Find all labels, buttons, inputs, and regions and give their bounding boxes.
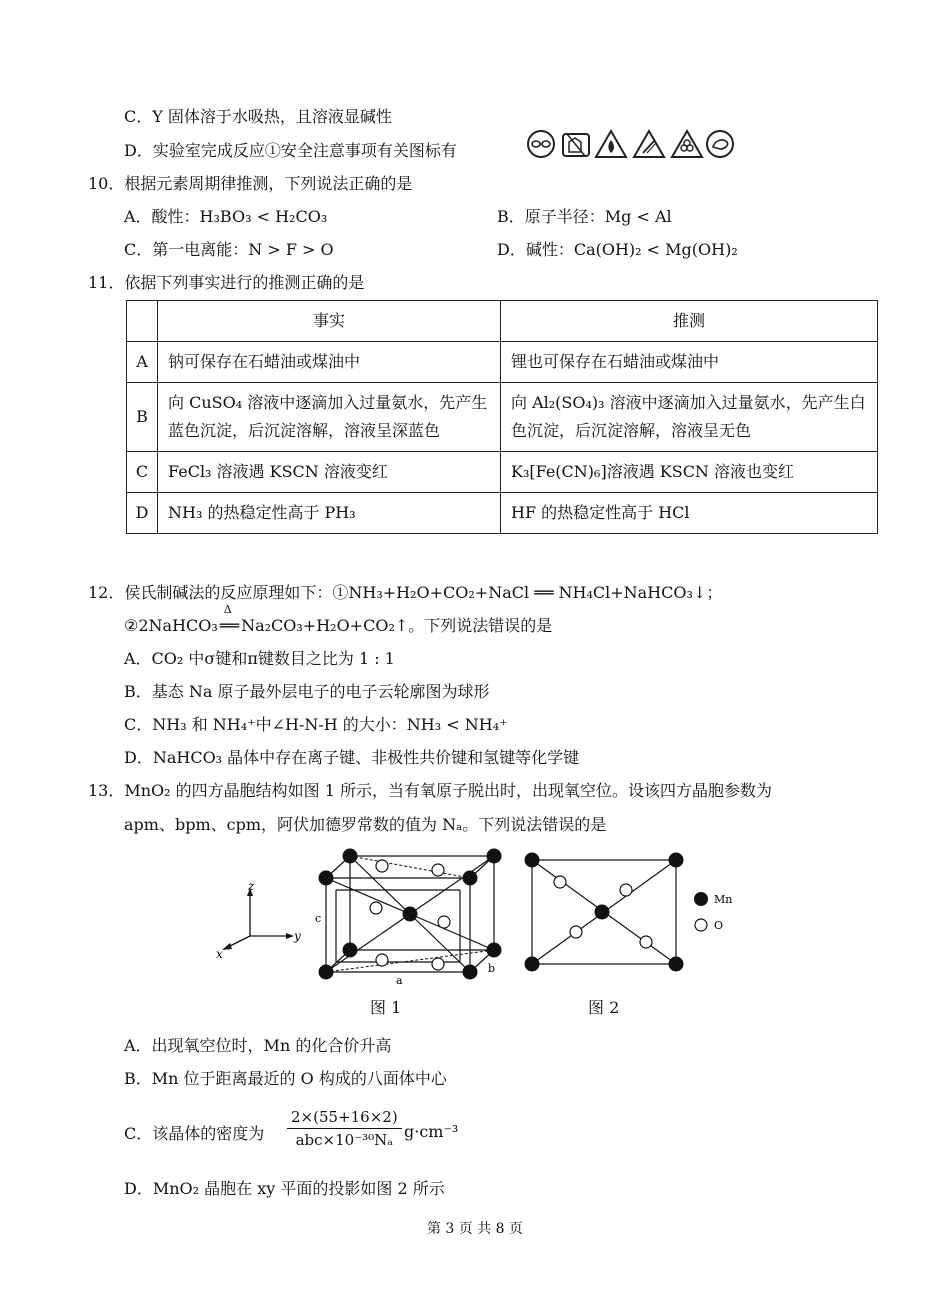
- safety-icons: [527, 128, 737, 160]
- q12-stem-line1: 12．侯氏制碱法的反应原理如下：①NH₃+H₂O+CO₂+NaCl ══ NH₄Cl+NaHCO₃↓；: [88, 583, 723, 602]
- q13-option-d: D．MnO₂ 晶胞在 xy 平面的投影如图 2 所示: [124, 1179, 445, 1198]
- axis-x-label: x: [216, 947, 223, 960]
- manganese-atom: [463, 965, 478, 980]
- row-fact: 向 CuSO₄ 溶液中逐滴加入过量氨水，先产生蓝色沉淀，后沉淀溶解，溶液呈深蓝色: [158, 383, 501, 452]
- goggles-icon: [528, 131, 554, 157]
- table-header-row: [127, 301, 878, 342]
- row-label: B: [127, 383, 158, 452]
- density-denominator: abc×10⁻³⁰Nₐ: [295, 1131, 394, 1149]
- edge-label-a: a: [396, 974, 403, 986]
- oxygen-atom: [554, 876, 566, 888]
- delta-symbol: Δ: [223, 603, 232, 616]
- table-header-fact: 事实: [158, 301, 501, 342]
- legend-o-label: O: [714, 919, 724, 932]
- manganese-atom: [487, 943, 502, 958]
- hot-surface-icon: [634, 131, 664, 157]
- fire-icon: [596, 131, 626, 157]
- figure-1-caption: 图 1: [370, 998, 402, 1017]
- q13-option-a: A．出现氧空位时，Mn 的化合价升高: [124, 1036, 392, 1055]
- q12-eq2-left: ②2NaHCO₃: [124, 616, 218, 635]
- density-fraction: [287, 1108, 402, 1149]
- manganese-atom: [319, 871, 334, 886]
- density-numerator: 2×(55+16×2): [287, 1108, 402, 1129]
- oxygen-atom: [432, 958, 444, 970]
- q11-stem: 11．依据下列事实进行的推测正确的是: [88, 273, 365, 292]
- row-fact: 钠可保存在石蜡油或煤油中: [158, 342, 501, 383]
- q12-option-c: C．NH₃ 和 NH₄⁺中∠H-N-H 的大小：NH₃ < NH₄⁺: [124, 715, 508, 734]
- row-label: A: [127, 342, 158, 383]
- row-fact: NH₃ 的热稳定性高于 PH₃: [158, 493, 501, 534]
- q13-stem-line2: apm、bpm、cpm，阿伏加德罗常数的值为 Nₐ。下列说法错误的是: [124, 815, 607, 834]
- axis-z-label: z: [248, 879, 255, 893]
- atom-legend: [692, 888, 752, 936]
- row-guess: HF 的热稳定性高于 HCl: [501, 493, 878, 534]
- row-guess: K₃[Fe(CN)₆]溶液遇 KSCN 溶液也变红: [501, 452, 878, 493]
- figure-2-caption: 图 2: [588, 998, 620, 1017]
- table-row: [127, 493, 878, 534]
- q10-option-a: A．酸性：H₃BO₃ < H₂CO₃: [124, 207, 328, 226]
- q10-stem: 10．根据元素周期律推测，下列说法正确的是: [88, 174, 413, 193]
- manganese-atom: [463, 871, 478, 886]
- q13-option-c-prefix: C．该晶体的密度为: [124, 1124, 265, 1143]
- ventilation-icon: [672, 131, 702, 157]
- q13-option-b: B．Mn 位于距离最近的 O 构成的八面体中心: [124, 1069, 447, 1088]
- manganese-atom: [595, 905, 610, 920]
- q12-eq2-right: Na₂CO₃+H₂O+CO₂↑。下列说法错误的是: [241, 616, 553, 635]
- page-footer: 第 3 页 共 8 页: [426, 1221, 524, 1237]
- q12-option-d: D．NaHCO₃ 晶体中存在离子键、非极性共价键和氢键等化学键: [124, 748, 580, 767]
- q9-option-c: C．Y 固体溶于水吸热，且溶液显碱性: [124, 107, 392, 126]
- legend-mn-marker: [694, 892, 708, 906]
- q10-option-c: C．第一电离能：N > F > O: [124, 240, 334, 259]
- manganese-atom: [525, 957, 540, 972]
- oxygen-atom: [570, 926, 582, 938]
- exhaust-icon: [563, 134, 589, 156]
- q11-table: [126, 300, 878, 534]
- table-row: [127, 452, 878, 493]
- q10-option-d: D．碱性：Ca(OH)₂ < Mg(OH)₂: [497, 240, 738, 259]
- oxygen-atom: [432, 864, 444, 876]
- manganese-atom: [343, 849, 358, 864]
- heat-arrow: Δ ══: [219, 603, 240, 635]
- legend-o-marker: [695, 919, 707, 931]
- q12-stem-line2: [124, 603, 553, 635]
- q12-option-a: A．CO₂ 中σ键和π键数目之比为 1 : 1: [124, 649, 395, 668]
- axis-diagram: [212, 876, 304, 960]
- row-label: C: [127, 452, 158, 493]
- row-guess: 锂也可保存在石蜡油或煤油中: [501, 342, 878, 383]
- table-row: [127, 342, 878, 383]
- q13-stem-line1: 13．MnO₂ 的四方晶胞结构如图 1 所示，当有氧原子脱出时，出现氧空位。设该四方晶胞参数为: [88, 781, 773, 800]
- manganese-atom: [403, 907, 418, 922]
- density-unit: g·cm⁻³: [404, 1122, 459, 1141]
- manganese-atom: [343, 943, 358, 958]
- table-header-blank: [127, 301, 158, 342]
- oxygen-atom: [620, 884, 632, 896]
- edge-label-b: b: [488, 962, 496, 975]
- hand-wash-icon: [707, 131, 733, 157]
- q9-option-d: D．实验室完成反应①安全注意事项有关图标有: [124, 141, 457, 160]
- row-label: D: [127, 493, 158, 534]
- q12-option-b: B．基态 Na 原子最外层电子的电子云轮廓图为球形: [124, 682, 490, 701]
- manganese-atom: [319, 965, 334, 980]
- oxygen-atom: [376, 954, 388, 966]
- manganese-atom: [669, 957, 684, 972]
- manganese-atom: [487, 849, 502, 864]
- manganese-atom: [669, 853, 684, 868]
- table-header-guess: 推测: [501, 301, 878, 342]
- row-fact: FeCl₃ 溶液遇 KSCN 溶液变红: [158, 452, 501, 493]
- oxygen-atom: [376, 860, 388, 872]
- manganese-atom: [525, 853, 540, 868]
- edge-label-c: c: [315, 912, 322, 925]
- legend-mn-label: Mn: [714, 893, 733, 906]
- table-row: [127, 383, 878, 452]
- row-guess: 向 Al₂(SO₄)₃ 溶液中逐滴加入过量氨水，先产生白色沉淀，后沉淀溶解，溶液呈无色: [501, 383, 878, 452]
- q10-option-b: B．原子半径：Mg < Al: [497, 207, 672, 226]
- oxygen-atom: [640, 936, 652, 948]
- unit-cell-figure-1: [306, 846, 516, 986]
- axis-y-label: y: [294, 929, 301, 943]
- projection-figure-2: [520, 848, 688, 974]
- oxygen-atom: [370, 902, 382, 914]
- oxygen-atom: [438, 916, 450, 928]
